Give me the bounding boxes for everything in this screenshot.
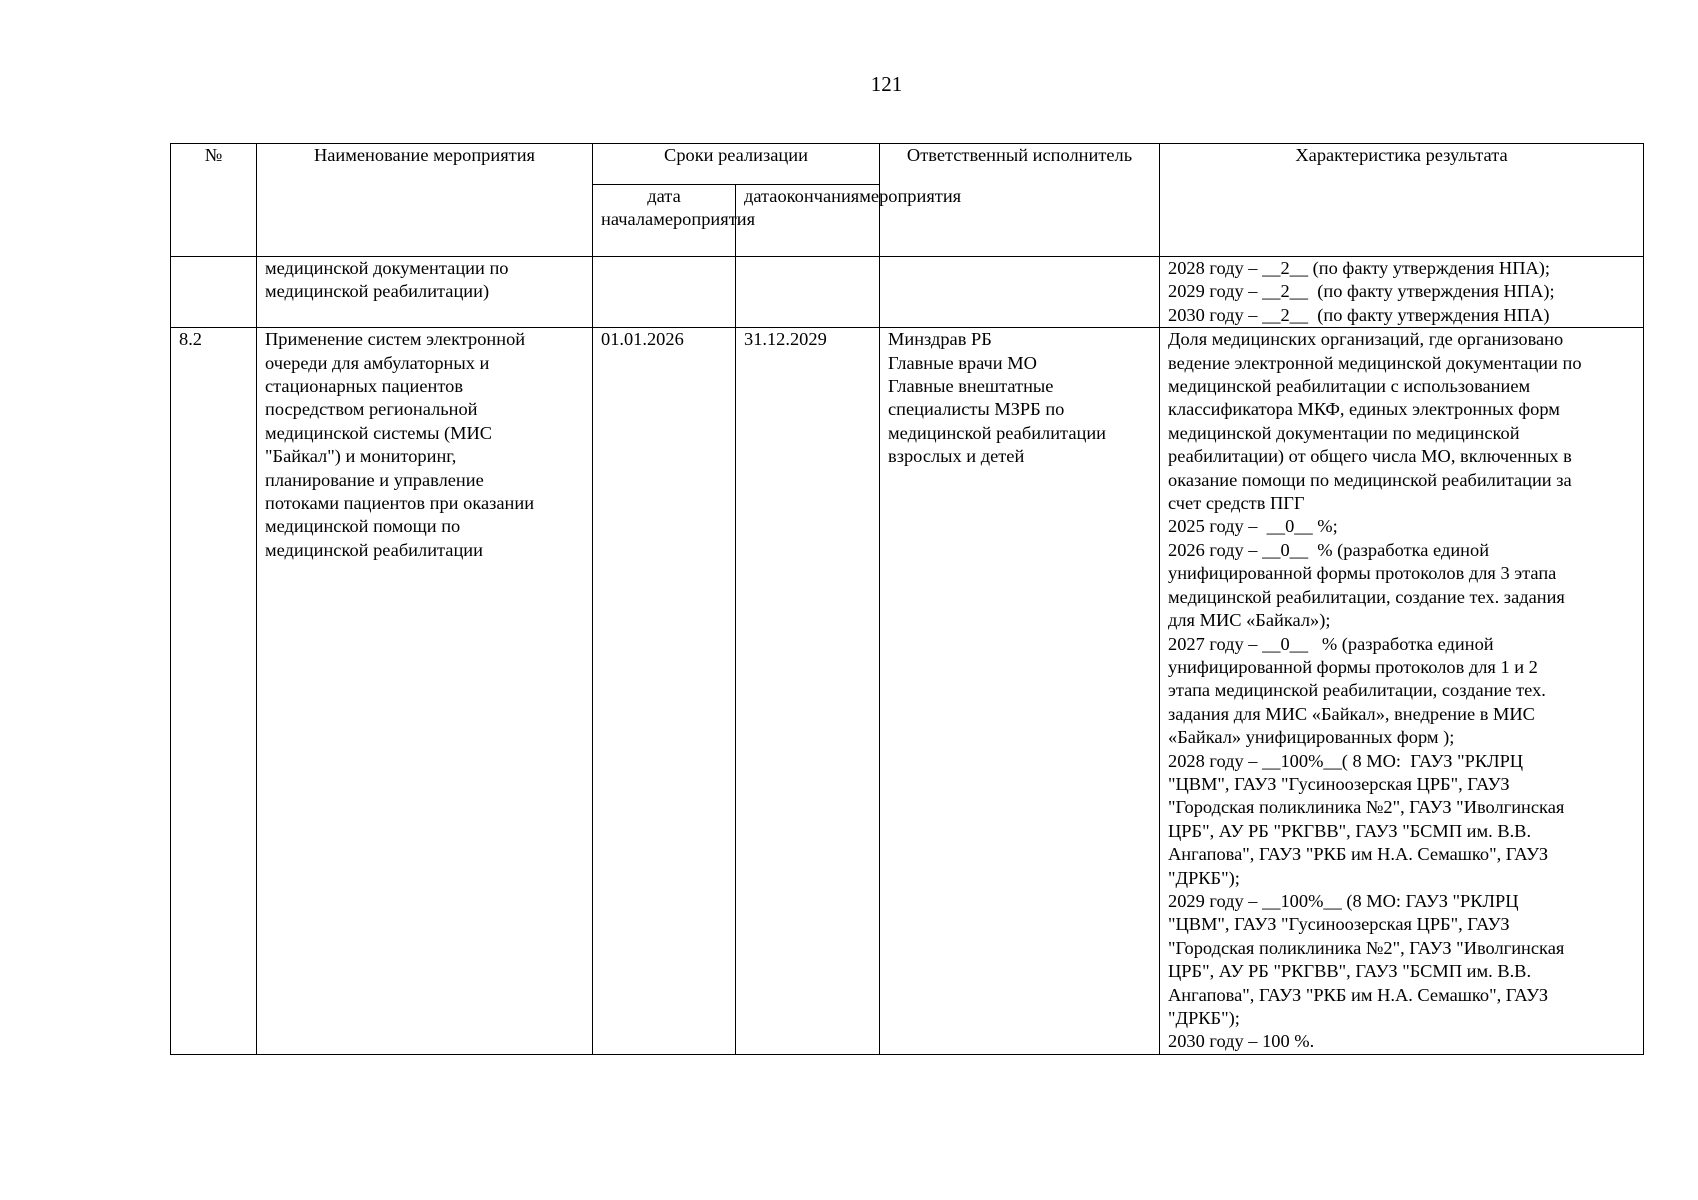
header-num: № [171,144,257,257]
text-line: классификатора МКФ, единых электронных форм [1168,399,1560,420]
page-number: 121 [870,72,903,96]
text-line: Применение систем электронной [265,329,526,350]
text-line: медицинской реабилитации с использованием [1168,376,1531,397]
header-start-date [593,185,756,257]
text-line: взрослых и детей [888,446,1025,467]
text-line: счет средств ПГГ [1168,493,1305,514]
header-name: Наименование мероприятия [257,144,593,257]
text-line: 2030 году – 100 %. [1168,1031,1315,1052]
text-line: медицинской системы (МИС [265,422,493,443]
text-line: медицинской реабилитации [265,539,483,560]
text-line: для МИС «Байкал»); [1168,610,1331,631]
text-line: задания для МИС «Байкал», внедрение в МИС [1168,703,1535,724]
text-line: унифицированной формы протоколов для 3 этапа [1168,563,1557,584]
text-line: Главные врачи МО [888,352,1037,373]
text-line: 2025 году – __0__ %; [1168,516,1338,537]
header-end-date [736,185,962,257]
row-result [1160,328,1644,1055]
table-row [171,328,1644,1055]
header-period: Сроки реализации [593,144,880,185]
text-line: "Городская поликлиника №2", ГАУЗ "Иволгинская [1168,937,1565,958]
row-num: 8.2 [171,328,257,1055]
text-line: Доля медицинских организаций, где организовано [1168,329,1564,350]
text-line: посредством региональной [265,399,478,420]
text-line: медицинской помощи по [265,516,461,537]
text-line: «Байкал» унифицированных форм ); [1168,727,1455,748]
row-executor [880,257,1160,328]
text-line: дата начала [601,186,681,229]
text-line: ЦРБ", АУ РБ "РКГВВ", ГАУЗ "БСМП им. В.В. [1168,820,1532,841]
text-line: "Городская поликлиника №2", ГАУЗ "Иволгинская [1168,797,1565,818]
text-line: оказание помощи по медицинской реабилитации за [1168,469,1572,490]
text-line: унифицированной формы протоколов для 1 и 2 [1168,656,1538,677]
text-line: 2028 году – __2__ (по факту утверждения НПА); [1168,258,1550,278]
row-name [257,257,593,328]
table-row [171,257,1644,328]
text-line: 2029 году – __100%__ (8 МО: ГАУЗ "РКЛРЦ [1168,890,1519,911]
row-start-date: 01.01.2026 [593,328,736,1055]
text-line: Ангапова", ГАУЗ "РКБ им Н.А. Семашко", ГАУЗ [1168,984,1549,1005]
text-line: мероприятия [859,186,962,206]
row-executor [880,328,1160,1055]
text-line: этапа медицинской реабилитации, создание тех. [1168,680,1546,701]
text-line: Главные внештатные [888,376,1054,397]
text-line: медицинской реабилитации, создание тех. задания [1168,586,1565,607]
text-line: "ЦВМ", ГАУЗ "Гусиноозерская ЦРБ", ГАУЗ [1168,914,1510,935]
text-line: "ЦВМ", ГАУЗ "Гусиноозерская ЦРБ", ГАУЗ [1168,773,1510,794]
text-line: планирование и управление [265,469,484,490]
text-line: 2027 году – __0__ % (разработка единой [1168,633,1494,654]
text-line: "ДРКБ"); [1168,1008,1240,1028]
header-row-top [171,144,1644,185]
text-line: стационарных пациентов [265,376,464,397]
text-line: ЦРБ", АУ РБ "РКГВВ", ГАУЗ "БСМП им. В.В. [1168,961,1532,982]
text-line: окончания [777,186,860,206]
text-line: реабилитации) от общего числа МО, включенных в [1168,446,1572,467]
text-line: 2026 году – __0__ % (разработка единой [1168,539,1490,560]
text-line: мероприятия [653,209,756,229]
text-line: специалисты МЗРБ по [888,399,1065,420]
text-line: дата [744,186,778,206]
text-line: 2028 году – __100%__( 8 МО: ГАУЗ "РКЛРЦ [1168,750,1524,771]
measures-table [170,143,1644,1055]
row-num [171,257,257,328]
text-line: Ангапова", ГАУЗ "РКБ им Н.А. Семашко", ГАУЗ [1168,844,1549,865]
text-line: 2029 году – __2__ (по факту утверждения НПА); [1168,281,1555,302]
text-line: "Байкал") и мониторинг, [265,446,457,467]
text-line: ведение электронной медицинской документации по [1168,352,1582,373]
text-line: медицинской реабилитации [888,422,1107,443]
row-result [1160,257,1644,328]
text-line: медицинской документации по медицинской [1168,422,1520,443]
text-line: Минздрав РБ [888,329,992,350]
text-line: очереди для амбулаторных и [265,352,490,373]
row-name [257,328,593,1055]
text-line: медицинской реабилитации) [265,281,490,302]
header-result: Характеристика результата [1160,144,1644,257]
text-line: потоками пациентов при оказании [265,493,535,514]
text-line: медицинской документации по [265,258,509,278]
row-start-date [593,257,736,328]
text-line: "ДРКБ"); [1168,867,1240,888]
text-line: 2030 году – __2__ (по факту утверждения НПА) [1168,304,1550,325]
header-executor: Ответственный исполнитель [880,144,1160,257]
row-end-date: 31.12.2029 [736,328,880,1055]
row-end-date [736,257,880,328]
